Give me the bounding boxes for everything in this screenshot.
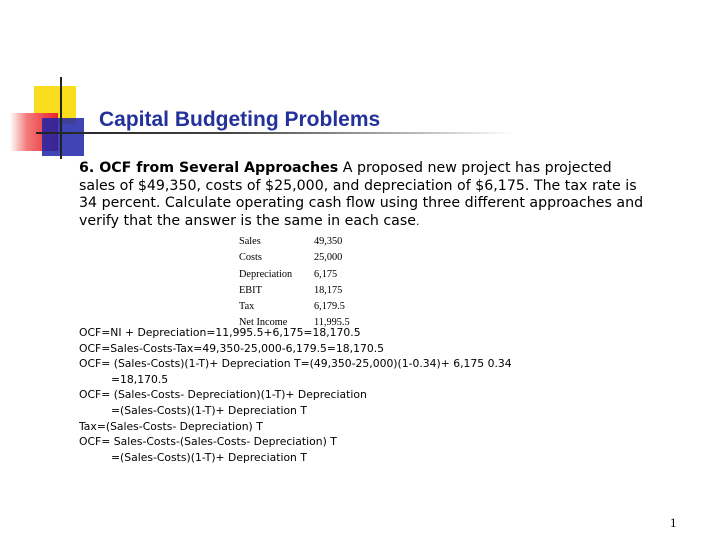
row-value: 11,995.5 bbox=[314, 317, 350, 329]
formula-line: =18,170.5 bbox=[111, 372, 169, 386]
table-row bbox=[239, 250, 350, 266]
row-value: 49,350 bbox=[314, 236, 343, 247]
problem-end: . bbox=[415, 214, 420, 228]
table-row bbox=[239, 267, 350, 283]
problem-heading: 6. OCF from Several Approaches bbox=[79, 160, 339, 176]
slide-title: Capital Budgeting Problems bbox=[99, 108, 381, 131]
row-label: Tax bbox=[239, 301, 255, 313]
table-row bbox=[239, 299, 350, 315]
formula-list bbox=[79, 325, 512, 465]
row-value: 6,179.5 bbox=[314, 301, 345, 313]
row-value: 18,175 bbox=[314, 284, 343, 296]
formula-line: =(Sales-Costs)(1-T)+ Depreciation T bbox=[111, 450, 307, 464]
row-label: Sales bbox=[239, 236, 261, 247]
row-value: 25,000 bbox=[314, 252, 343, 264]
formula-line: Tax=(Sales-Costs- Depreciation) T bbox=[79, 419, 263, 433]
formula-line: OCF= Sales-Costs-(Sales-Costs- Depreciation) T bbox=[79, 435, 337, 449]
row-label: Net Income bbox=[239, 317, 288, 329]
problem-text: A proposed new project has projected sales of $49,350, costs of $25,000, and depreciation of $6,175. The tax rate is 34 percent. Calculate operating cash flow using three different approaches and verify that the answer is the same in each case bbox=[79, 160, 644, 229]
problem-statement bbox=[79, 160, 644, 230]
income-statement-table bbox=[239, 234, 350, 332]
row-value: 6,175 bbox=[314, 268, 338, 280]
formula-line: =(Sales-Costs)(1-T)+ Depreciation T bbox=[111, 403, 307, 417]
formula-line: OCF=NI + Depreciation=11,995.5+6,175=18,170.5 bbox=[79, 326, 361, 339]
row-label: EBIT bbox=[239, 284, 262, 296]
decor-blue-square bbox=[42, 118, 84, 156]
row-label: Depreciation bbox=[239, 268, 293, 280]
formula-line: OCF= (Sales-Costs)(1-T)+ Depreciation T=(49,350-25,000)(1-0.34)+ 6,175 0.34 bbox=[79, 357, 512, 371]
decor-horizontal-line bbox=[36, 132, 514, 134]
table-row bbox=[239, 283, 350, 299]
page-number: 1 bbox=[670, 515, 677, 530]
formula-line: OCF=Sales-Costs-Tax=49,350-25,000-6,179.5=18,170.5 bbox=[79, 341, 385, 355]
table-row bbox=[239, 234, 350, 250]
decor-vertical-line bbox=[60, 77, 62, 159]
formula-line: OCF= (Sales-Costs- Depreciation)(1-T)+ Depreciation bbox=[79, 388, 367, 402]
row-label: Costs bbox=[239, 252, 262, 264]
